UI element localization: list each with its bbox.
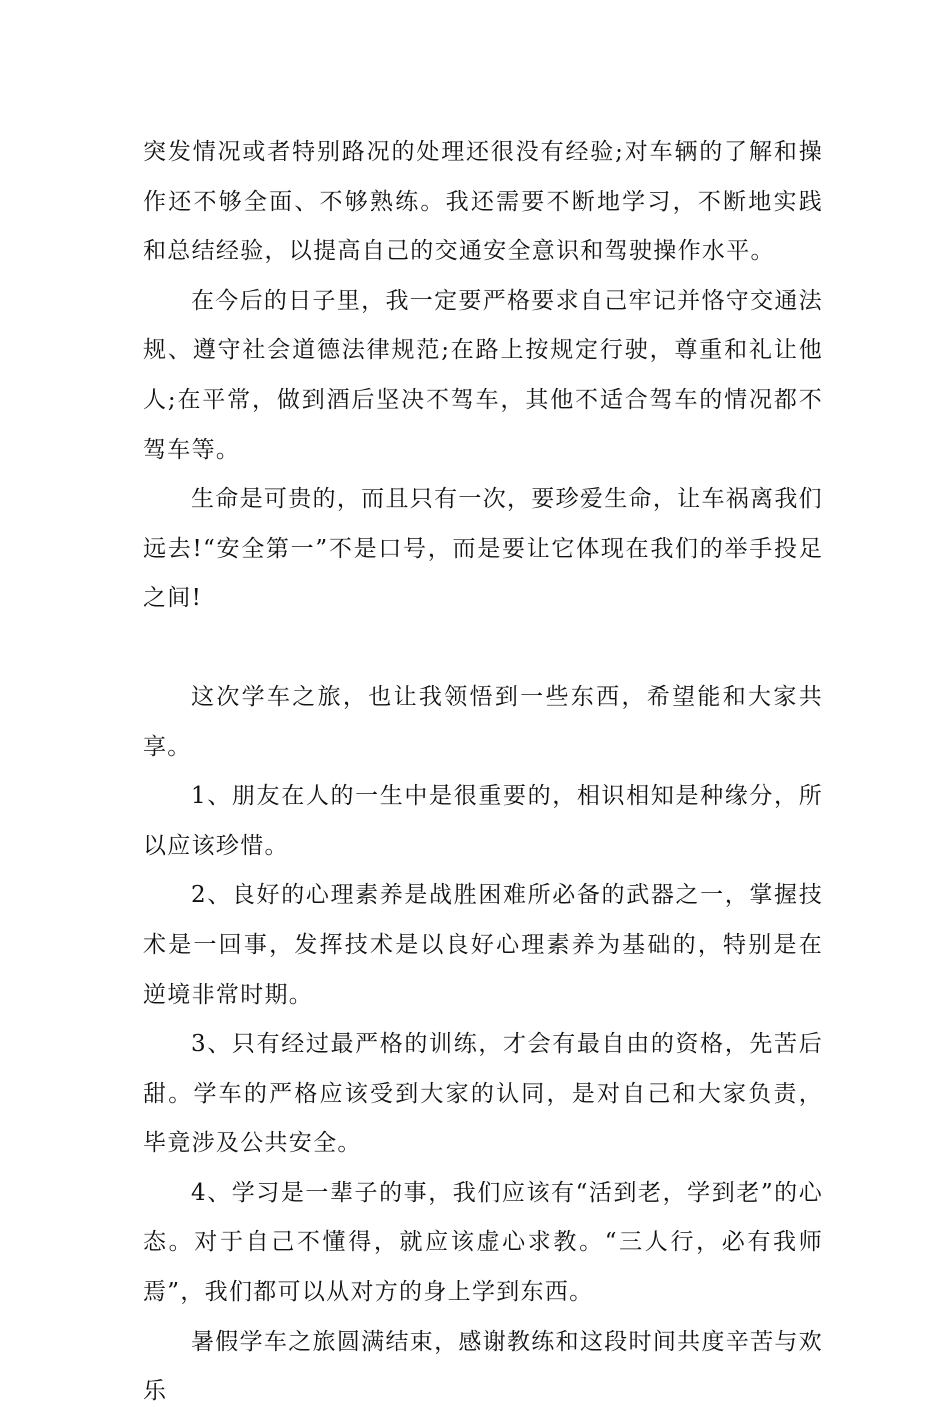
paragraph-driving-experience: 突发情况或者特别路况的处理还很没有经验;对车辆的了解和操作还不够全面、不够熟练。我还需要不断地学习，不断地实践和总结经验，以提高自己的交通安全意识和驾驶操作水平。: [143, 139, 823, 265]
section-gap: [143, 624, 823, 673]
paragraph-lesson-training: 3、只有经过最严格的训练，才会有最自由的资格，先苦后甜。学车的严格应该受到大家的认同，是对自己和大家负责，毕竟涉及公共安全。: [143, 1031, 823, 1157]
document-body: [143, 128, 823, 1417]
paragraph-future-commitment: 在今后的日子里，我一定要严格要求自己牢记并恪守交通法规、遵守社会道德法律规范;在路上按规定行驶，尊重和礼让他人;在平常，做到酒后坚决不驾车，其他不适合驾车的情况都不驾车等。: [143, 287, 823, 463]
paragraph-lesson-mindset: 2、良好的心理素养是战胜困难所必备的武器之一，掌握技术是一回事，发挥技术是以良好心理素养为基础的，特别是在逆境非常时期。: [143, 882, 823, 1008]
paragraph-conclusion: 暑假学车之旅圆满结束，感谢教练和这段时间共度辛苦与欢乐: [143, 1328, 823, 1405]
paragraph-value-life: 生命是可贵的，而且只有一次，要珍爱生命，让车祸离我们远去!“安全第一”不是口号，而是要让它体现在我们的举手投足之间!: [143, 486, 823, 612]
paragraph-lesson-friendship: 1、朋友在人的一生中是很重要的，相识相知是种缘分，所以应该珍惜。: [143, 783, 823, 859]
paragraph-lessons-intro: 这次学车之旅，也让我领悟到一些东西，希望能和大家共享。: [143, 683, 823, 760]
paragraph-lesson-learning: 4、学习是一辈子的事，我们应该有“活到老，学到老”的心态。对于自己不懂得，就应该虚心求教。“三人行，必有我师焉”，我们都可以从对方的身上学到东西。: [143, 1179, 823, 1306]
